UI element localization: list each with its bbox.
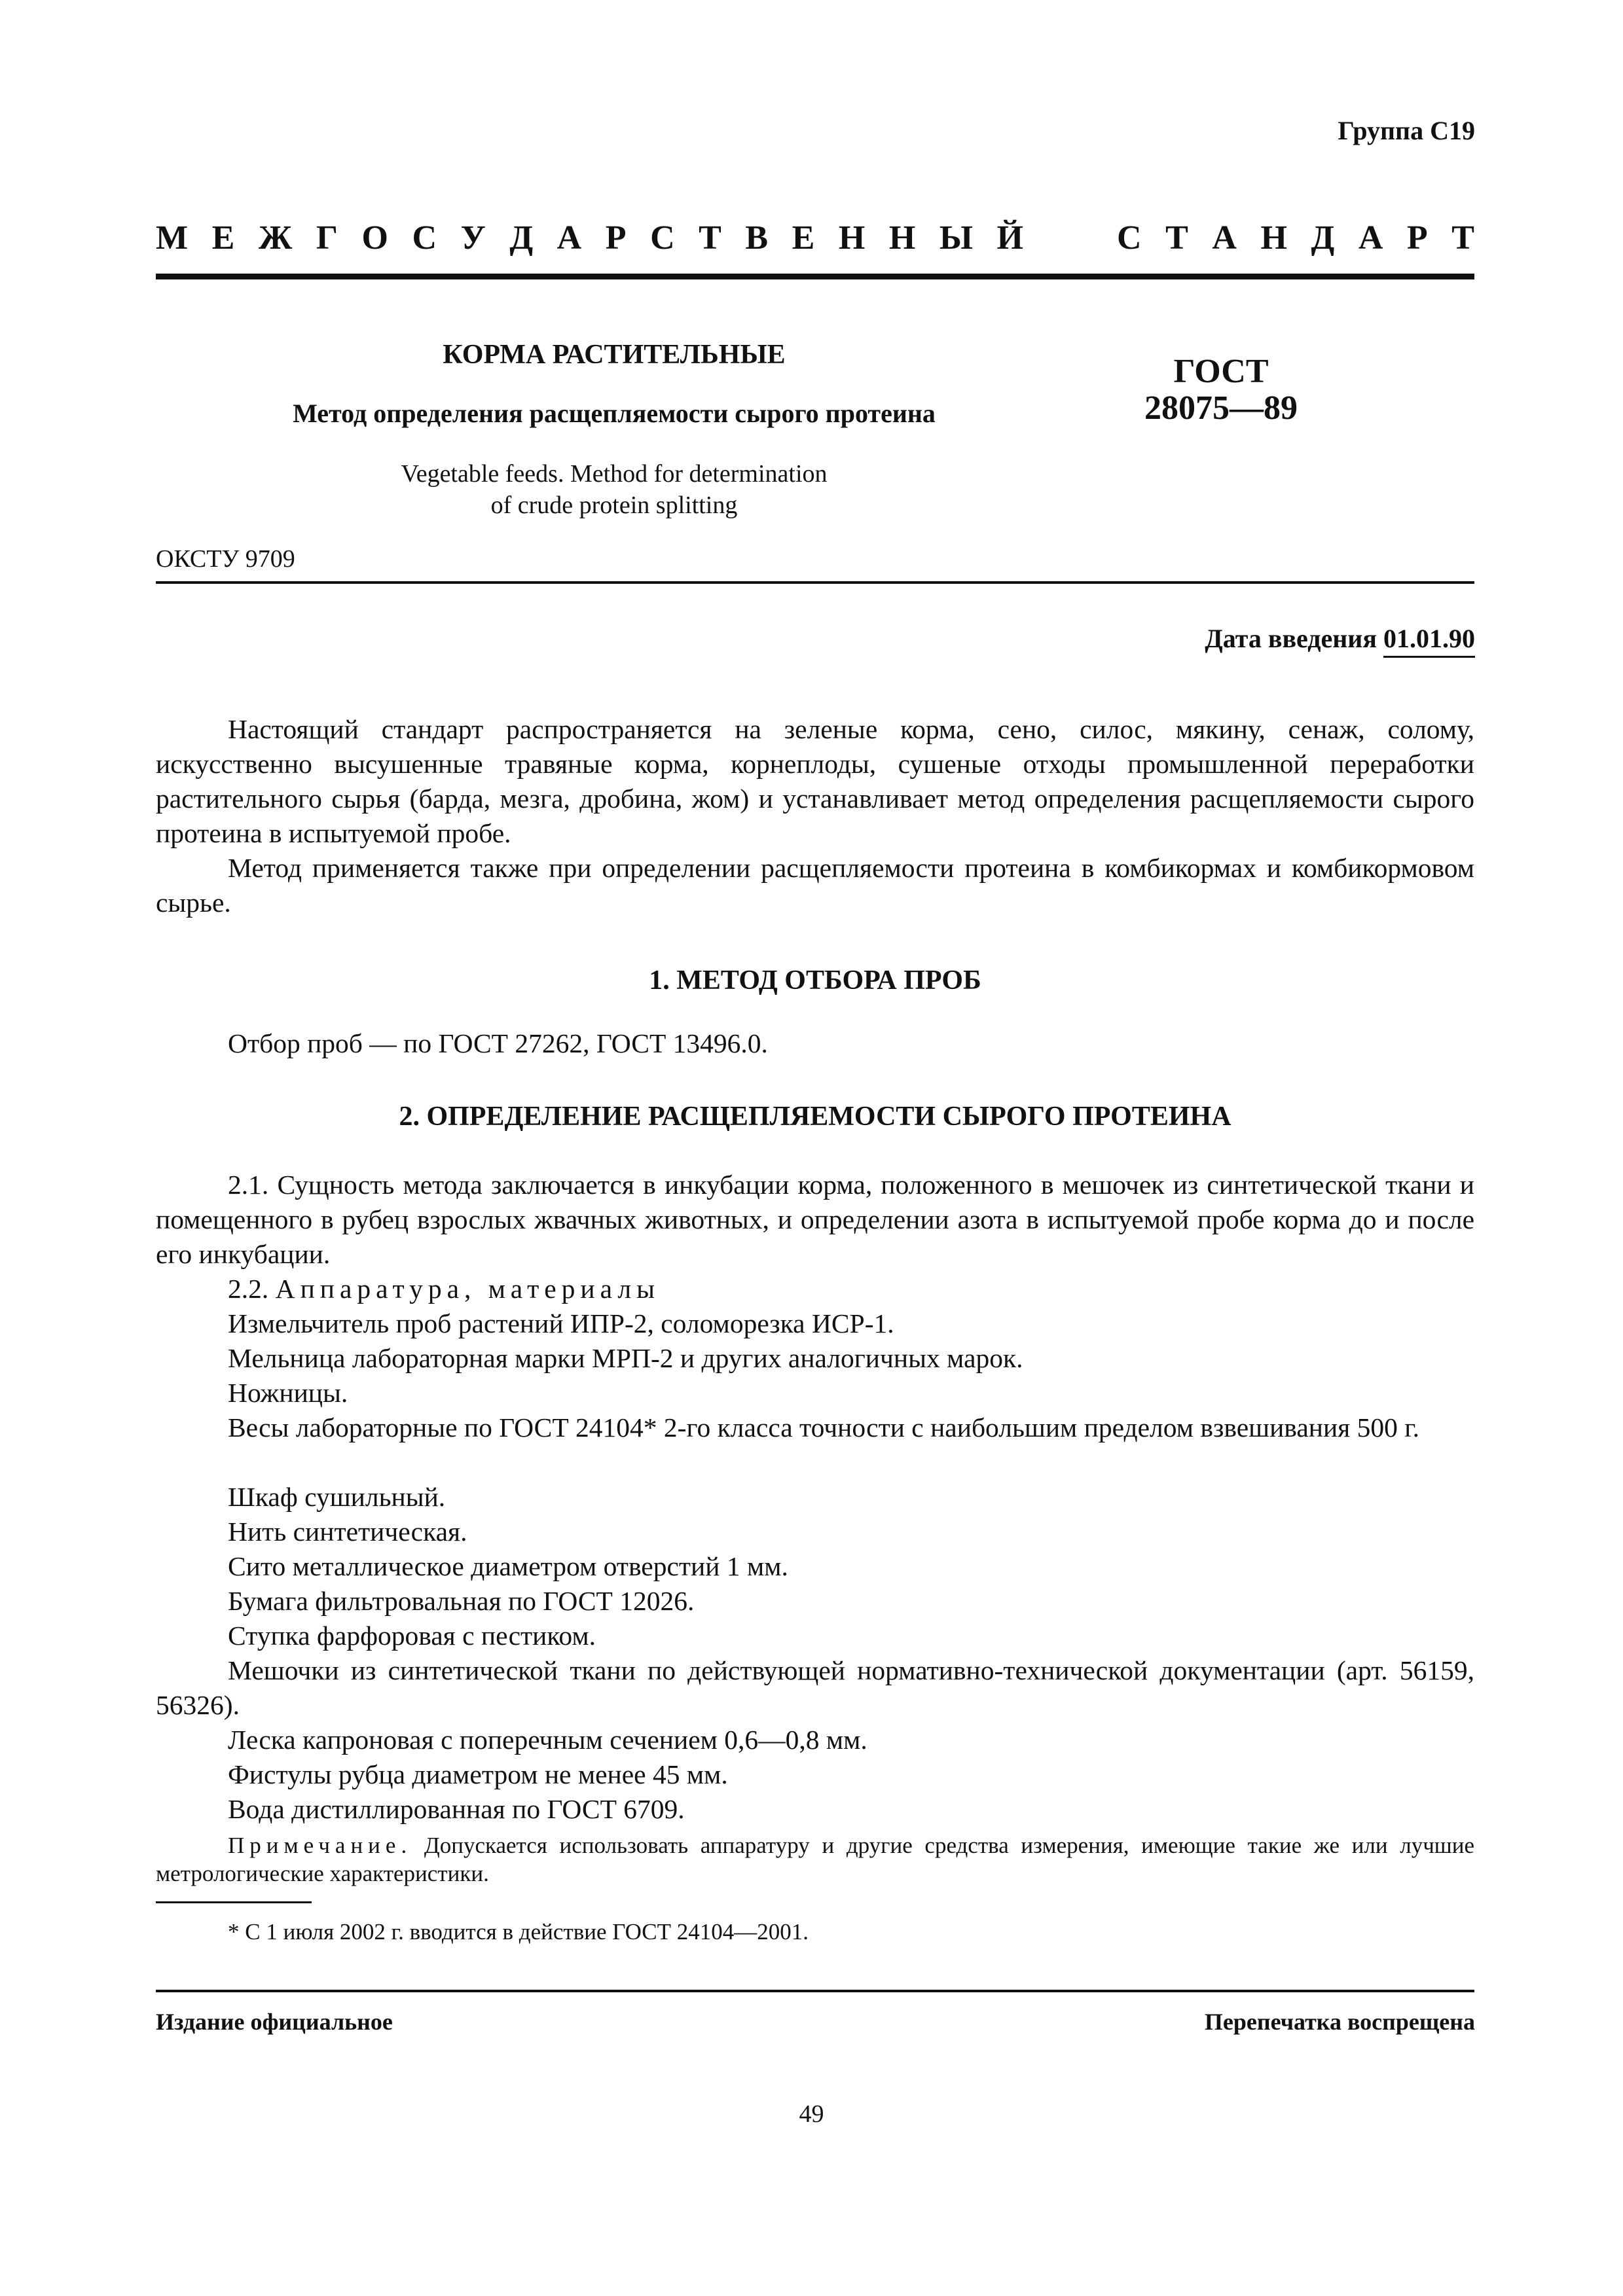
note-text: Допускается использовать аппаратуру и другие средства измерения, имеющие такие же или лучшие метрологические характеристики. [156, 1833, 1475, 1886]
title-block-rule [156, 581, 1474, 584]
title-letter: Р [605, 219, 627, 257]
note-label: Примечание. [228, 1833, 412, 1858]
footnote: * С 1 июля 2002 г. вводится в действие ГОСТ 24104—2001. [228, 1919, 809, 1945]
title-letter: Д [1311, 219, 1335, 257]
title-letter: Й [996, 219, 1023, 257]
title-letter: М [156, 219, 189, 257]
list-item: Бумага фильтровальная по ГОСТ 12026. [228, 1586, 695, 1616]
title-letter: В [745, 219, 769, 257]
date-value: 01.01.90 [1383, 624, 1475, 658]
okstu-code: ОКСТУ 9709 [156, 545, 295, 573]
header-rule [156, 274, 1474, 279]
title-letter: Е [792, 219, 815, 257]
title-letter: Ы [939, 219, 973, 257]
title-letter: Н [838, 219, 866, 257]
list-item: Фистулы рубца диаметром не менее 45 мм. [228, 1759, 728, 1789]
list-item: Измельчитель проб растений ИПР-2, соломорезка ИСР-1. [228, 1308, 894, 1338]
title-letter: С [650, 219, 675, 257]
date-label: Дата введения [1205, 624, 1377, 653]
list-item: Весы лабораторные по ГОСТ 24104* 2-го класса точности с наибольшим пределом взвешивания 500 г. [228, 1412, 1419, 1443]
edition-label: Издание официальное [156, 2009, 393, 2035]
document-title: КОРМА РАСТИТЕЛЬНЫЕ [443, 340, 786, 370]
english-title-line: of crude protein splitting [490, 492, 738, 519]
list-item: Шкаф сушильный. [228, 1482, 446, 1512]
title-letter: Т [1165, 219, 1188, 257]
introduction-date [1205, 623, 1475, 654]
standard-type-heading [156, 215, 1474, 260]
page-number: 49 [799, 2100, 824, 2128]
title-letter: Т [1451, 219, 1474, 257]
title-letter: А [556, 219, 582, 257]
title-letter: О [361, 219, 388, 257]
title-letter: Т [699, 219, 721, 257]
document-subtitle: Метод определения расщепляемости сырого протеина [293, 399, 936, 428]
reprint-notice: Перепечатка воспрещена [1204, 2009, 1475, 2035]
title-letter: Г [316, 219, 338, 257]
title-letter: Р [1406, 219, 1428, 257]
title-letter: А [1212, 219, 1237, 257]
list-item: Сито металлическое диаметром отверстий 1 мм. [228, 1551, 788, 1581]
intro-paragraph: Настоящий стандарт распространяется на зеленые корма, сено, силос, мякину, сенаж, солому, искусственно высушенные травяные корма, корнеплоды, сушеные отходы промышленной переработки растительного сырья (барда, мезга, дробина, жом) и устанавливает метод определения расщепляемости сырого протеина в испытуемой пробе. [156, 714, 1474, 848]
section-heading: 1. МЕТОД ОТБОРА ПРОБ [649, 965, 981, 996]
gost-number: 28075—89 [1144, 389, 1298, 427]
clause-title: Аппаратура, материалы [275, 1274, 661, 1304]
title-letter: С [412, 219, 437, 257]
clause-paragraph: 2.1. Сущность метода заключается в инкубации корма, положенного в мешочек из синтетической ткани и помещенного в рубец взрослых жвачных животных, и определении азота в испытуемой пробе корма до и после его инкубации. [156, 1170, 1474, 1269]
gost-designation [1074, 353, 1368, 427]
title-letter: А [1358, 219, 1383, 257]
title-letter: Н [1260, 219, 1287, 257]
intro-paragraph: Метод применяется также при определении расщепляемости протеина в комбикормах и комбикормовом сырье. [156, 853, 1474, 918]
gost-label: ГОСТ [1173, 353, 1269, 390]
list-item: Нить синтетическая. [228, 1516, 467, 1547]
group-code: Группа С19 [1338, 116, 1475, 145]
english-title-line: Vegetable feeds. Method for determination [401, 460, 828, 488]
section-text: Отбор проб — по ГОСТ 27262, ГОСТ 13496.0. [228, 1028, 768, 1058]
title-letter: С [1117, 219, 1142, 257]
title-letter: У [460, 219, 486, 257]
list-item: Ножницы. [228, 1378, 348, 1408]
list-item: Ступка фарфоровая с пестиком. [228, 1621, 596, 1651]
title-letter: Н [888, 219, 916, 257]
title-letter: Д [509, 219, 534, 257]
list-item: Леска капроновая с поперечным сечением 0,6—0,8 мм. [228, 1725, 867, 1755]
footer-rule [156, 1990, 1474, 1992]
note [156, 1831, 1474, 1888]
footnote-separator [156, 1901, 312, 1903]
english-title [156, 458, 1072, 521]
list-item: Вода дистиллированная по ГОСТ 6709. [228, 1794, 685, 1824]
list-item: Мешочки из синтетической ткани по действующей нормативно-технической документации (арт. 56159, 56326). [156, 1655, 1474, 1720]
clause-heading [228, 1272, 660, 1306]
title-letter: Ж [258, 219, 293, 257]
section-heading: 2. ОПРЕДЕЛЕНИЕ РАСЩЕПЛЯЕМОСТИ СЫРОГО ПРОТЕИНА [399, 1102, 1231, 1132]
title-letter: Е [211, 219, 235, 257]
list-item: Мельница лабораторная марки МРП-2 и других аналогичных марок. [228, 1343, 1023, 1373]
clause-number: 2.2. [228, 1274, 269, 1304]
